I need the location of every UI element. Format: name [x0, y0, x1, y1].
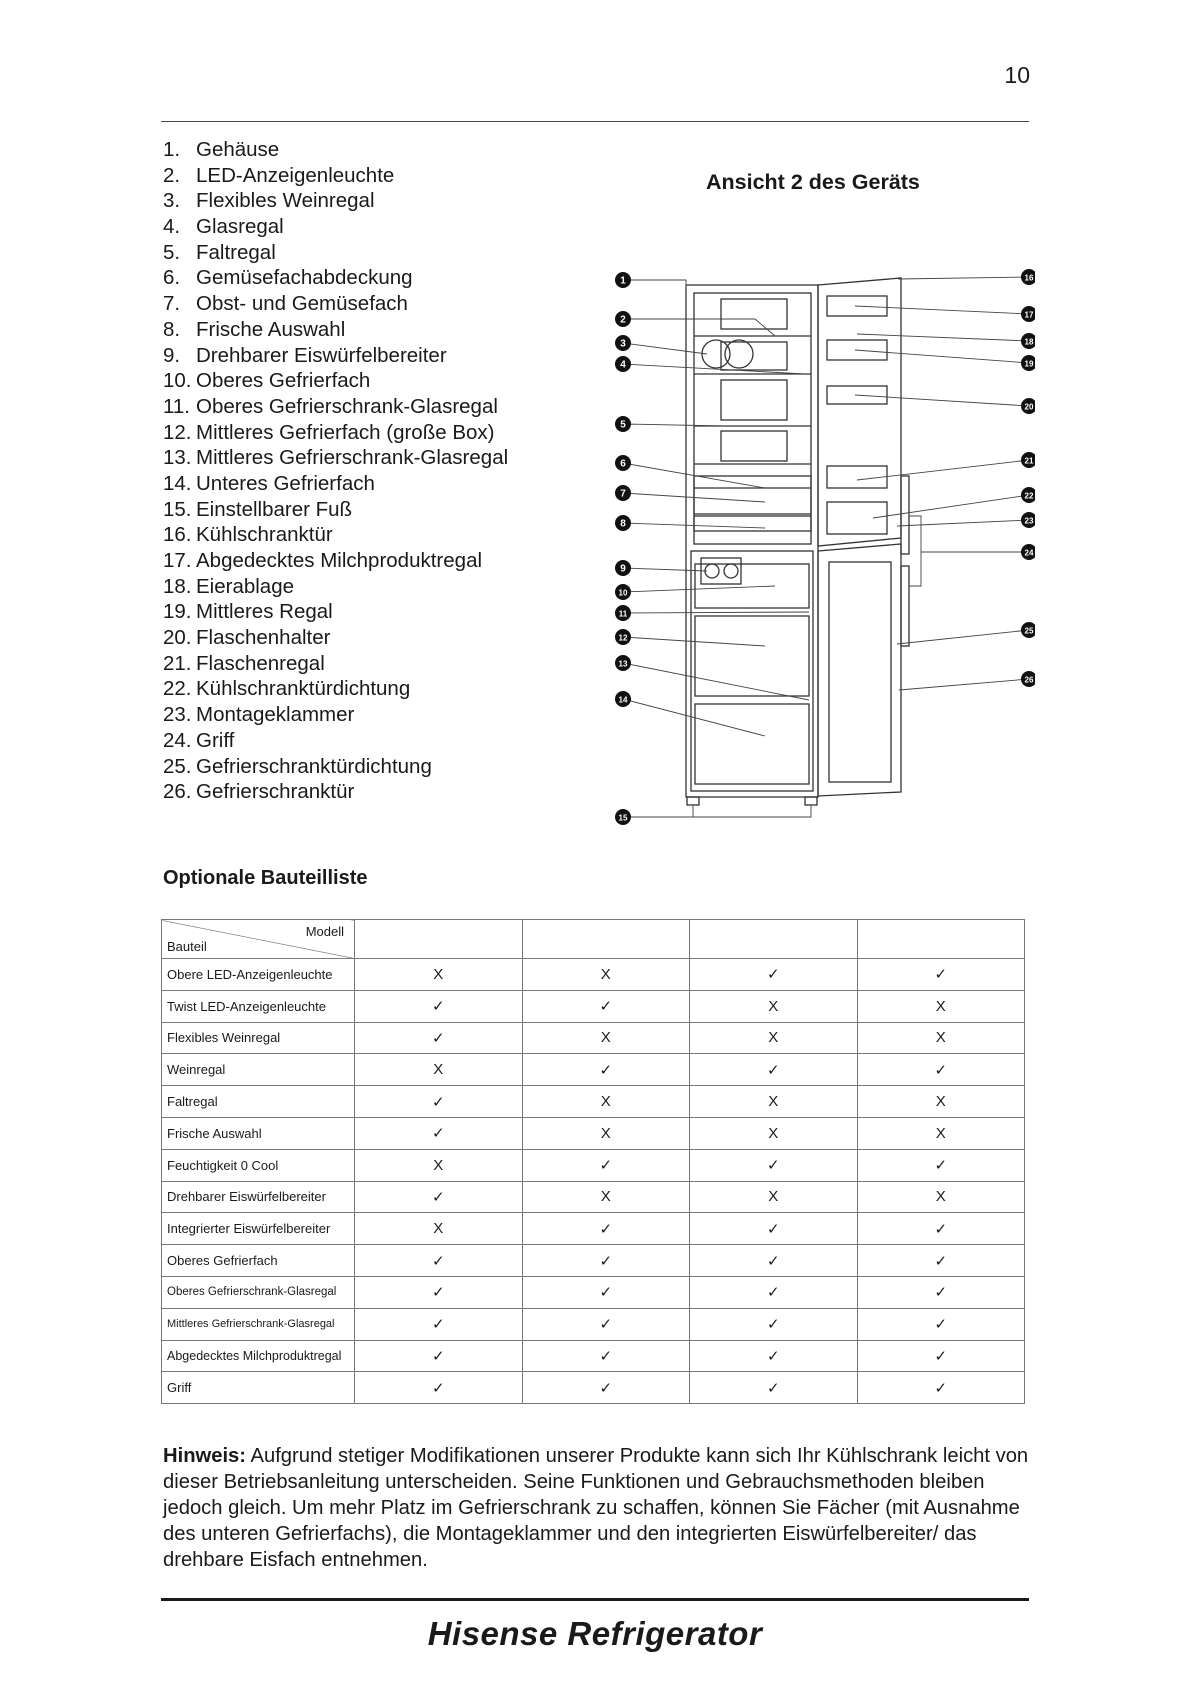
- part-label: Glasregal: [196, 215, 284, 239]
- availability-mark: X: [690, 1086, 858, 1118]
- availability-mark: X: [857, 1117, 1025, 1149]
- freezer-door: [818, 544, 901, 796]
- part-label: Gehäuse: [196, 138, 280, 161]
- leader-line: [857, 460, 1029, 480]
- parts-list-item: [163, 522, 508, 548]
- part-label: Unteres Gefrierfach: [196, 471, 375, 495]
- row-label: Mittleres Gefrierschrank-Glasregal: [162, 1308, 355, 1340]
- availability-mark: ✓: [857, 1149, 1025, 1181]
- parts-list-item: [163, 137, 508, 163]
- parts-list-item: [163, 291, 508, 317]
- part-number: 2.: [163, 163, 181, 187]
- fridge-drawer: [721, 380, 787, 420]
- leader-line: [623, 424, 725, 426]
- row-label: Abgedecktes Milchproduktregal: [162, 1340, 355, 1372]
- row-label: Obere LED-Anzeigenleuchte: [162, 959, 355, 991]
- callout-label: 21: [1024, 456, 1034, 466]
- parts-list-item: [163, 548, 508, 574]
- part-label: Frische Auswahl: [196, 317, 346, 341]
- availability-mark: ✓: [857, 959, 1025, 991]
- leader-line: [909, 516, 1029, 552]
- part-label: Mittleres Gefrierschrank-Glasregal: [196, 446, 509, 470]
- availability-mark: ✓: [857, 1308, 1025, 1340]
- availability-mark: X: [355, 1149, 523, 1181]
- ice-maker-knob: [724, 564, 738, 578]
- table-row: [162, 1276, 1025, 1308]
- parts-list-item: [163, 343, 508, 369]
- part-number: 25.: [163, 754, 192, 778]
- row-label: Oberes Gefrierfach: [162, 1245, 355, 1277]
- availability-mark: X: [522, 1086, 690, 1118]
- callout-label: 10: [618, 588, 628, 598]
- leader-line: [855, 306, 1029, 314]
- parts-list-item: [163, 651, 508, 677]
- parts-list-item: [163, 420, 508, 446]
- availability-mark: X: [690, 1181, 858, 1213]
- callout-label: 15: [618, 813, 628, 823]
- model-header-cell: [690, 920, 858, 959]
- freezer-door-inner: [829, 562, 891, 782]
- availability-mark: ✓: [690, 1213, 858, 1245]
- model-header-cell: [522, 920, 690, 959]
- availability-mark: ✓: [355, 1340, 523, 1372]
- model-header-cell: [355, 920, 523, 959]
- parts-list-item: [163, 368, 508, 394]
- parts-list-item: [163, 599, 508, 625]
- part-number: 4.: [163, 215, 181, 239]
- part-number: 13.: [163, 446, 192, 470]
- adjustable-foot: [687, 797, 699, 805]
- row-label: Faltregal: [162, 1086, 355, 1118]
- row-label: Weinregal: [162, 1054, 355, 1086]
- callout-label: 18: [1024, 337, 1034, 347]
- row-label: Oberes Gefrierschrank-Glasregal: [162, 1276, 355, 1308]
- note-paragraph: [163, 1443, 1033, 1573]
- callout-label: 23: [1024, 516, 1034, 526]
- availability-mark: ✓: [522, 1149, 690, 1181]
- leader-line: [623, 637, 765, 646]
- leader-line: [623, 364, 805, 374]
- note-label: Hinweis:: [163, 1445, 247, 1467]
- part-number: 11.: [163, 394, 190, 418]
- part-number: 19.: [163, 600, 192, 624]
- availability-mark: ✓: [355, 1181, 523, 1213]
- parts-list-item: [163, 265, 508, 291]
- leader-line: [623, 805, 693, 817]
- table-row: [162, 1372, 1025, 1404]
- part-label: Montageklammer: [196, 703, 355, 727]
- table-header-row: [162, 920, 1025, 959]
- adjustable-foot: [805, 797, 817, 805]
- freezer-door-handle: [901, 566, 909, 646]
- availability-mark: X: [690, 1022, 858, 1054]
- callout-label: 11: [618, 609, 628, 619]
- optional-parts-table: [161, 919, 1025, 1404]
- availability-mark: ✓: [690, 1054, 858, 1086]
- part-label: Mittleres Regal: [196, 600, 333, 624]
- fridge-drawer: [721, 299, 787, 329]
- part-label: Kühlschranktürdichtung: [196, 677, 411, 701]
- part-number: 12.: [163, 420, 192, 444]
- availability-mark: X: [522, 1181, 690, 1213]
- leader-line: [623, 280, 686, 288]
- availability-mark: ✓: [355, 1245, 523, 1277]
- note-text: Aufgrund stetiger Modifikationen unserer Produkte kann sich Ihr Kühlschrank leicht von dieser Betriebsanleitung unterscheiden. Seine Funktionen und Gebrauchsmethoden bleiben jedoch gleich. Um mehr Platz im Gefrierschrank zu schaffen, können Sie Fächer (mit Ausnahme des unteren Gefrierfachs), die Montageklammer und den integrierten Eiswürfelbereiter/ das drehbare Eisfach entnehmen.: [163, 1445, 1029, 1571]
- part-label: Mittleres Gefrierfach (große Box): [196, 420, 495, 444]
- availability-mark: X: [522, 959, 690, 991]
- part-label: Obst- und Gemüsefach: [196, 292, 408, 316]
- part-label: Gefrierschranktürdichtung: [196, 754, 432, 778]
- availability-mark: X: [522, 1117, 690, 1149]
- callout-label: 3: [620, 338, 626, 350]
- parts-list: [163, 137, 508, 805]
- callout-label: 5: [620, 419, 626, 431]
- table-row: [162, 1086, 1025, 1118]
- table-row: [162, 1181, 1025, 1213]
- availability-mark: ✓: [355, 990, 523, 1022]
- callout-label: 8: [620, 518, 626, 530]
- parts-list-item: [163, 574, 508, 600]
- row-label: Frische Auswahl: [162, 1117, 355, 1149]
- parts-list-item: [163, 676, 508, 702]
- leader-line: [623, 663, 809, 700]
- parts-list-item: [163, 240, 508, 266]
- leader-line: [623, 586, 775, 592]
- availability-mark: ✓: [355, 1086, 523, 1118]
- header-part-label: Bauteil: [167, 939, 207, 954]
- ice-maker-knob: [705, 564, 719, 578]
- part-label: Oberes Gefrierschrank-Glasregal: [196, 394, 498, 418]
- availability-mark: ✓: [690, 1340, 858, 1372]
- callout-label: 4: [620, 359, 626, 371]
- freezer-drawer-middle: [695, 616, 809, 696]
- leader-line: [693, 805, 811, 817]
- availability-mark: X: [857, 1022, 1025, 1054]
- availability-mark: ✓: [522, 1372, 690, 1404]
- availability-mark: X: [355, 1054, 523, 1086]
- parts-list-item: [163, 188, 508, 214]
- parts-list-item: [163, 394, 508, 420]
- availability-mark: ✓: [522, 1276, 690, 1308]
- fridge-drawer: [721, 431, 787, 461]
- freezer-drawer-bottom: [695, 704, 809, 784]
- part-number: 15.: [163, 497, 192, 521]
- bottom-divider: [161, 1598, 1029, 1601]
- leader-line: [873, 495, 1029, 518]
- leader-line: [909, 552, 921, 586]
- parts-list-item: [163, 214, 508, 240]
- part-label: Flaschenregal: [196, 651, 325, 675]
- availability-mark: X: [355, 959, 523, 991]
- part-number: 23.: [163, 703, 192, 727]
- part-label: Kühlschranktür: [196, 523, 333, 547]
- row-label: Feuchtigkeit 0 Cool: [162, 1149, 355, 1181]
- fridge-door: [818, 278, 901, 546]
- table-row: [162, 1340, 1025, 1372]
- part-number: 24.: [163, 728, 192, 752]
- availability-mark: ✓: [857, 1276, 1025, 1308]
- leader-line: [898, 277, 1029, 279]
- page-number: 10: [1004, 62, 1030, 88]
- callout-label: 24: [1024, 548, 1034, 558]
- row-label: Twist LED-Anzeigenleuchte: [162, 990, 355, 1022]
- part-number: 21.: [163, 651, 192, 675]
- part-number: 16.: [163, 523, 192, 547]
- availability-mark: ✓: [690, 1245, 858, 1277]
- table-row: [162, 1213, 1025, 1245]
- view-title: Ansicht 2 des Geräts: [706, 170, 920, 194]
- availability-mark: ✓: [522, 1213, 690, 1245]
- part-label: Griff: [196, 728, 235, 752]
- door-bottle-shelf: [827, 502, 887, 534]
- availability-mark: ✓: [690, 1276, 858, 1308]
- model-header-cell: [857, 920, 1025, 959]
- parts-list-item: [163, 445, 508, 471]
- part-label: Oberes Gefrierfach: [196, 369, 371, 393]
- callout-label: 26: [1024, 675, 1034, 685]
- availability-mark: ✓: [857, 1340, 1025, 1372]
- part-number: 18.: [163, 574, 192, 598]
- table-row: [162, 990, 1025, 1022]
- part-number: 9.: [163, 343, 181, 367]
- parts-list-item: [163, 728, 508, 754]
- part-label: Gemüsefachabdeckung: [196, 266, 413, 290]
- parts-list-item: [163, 497, 508, 523]
- availability-mark: ✓: [522, 1245, 690, 1277]
- callout-label: 13: [618, 659, 628, 669]
- availability-mark: ✓: [522, 990, 690, 1022]
- availability-mark: X: [857, 990, 1025, 1022]
- availability-mark: ✓: [522, 1054, 690, 1086]
- table-row: [162, 1117, 1025, 1149]
- table-row: [162, 959, 1025, 991]
- wine-rack: [725, 340, 753, 368]
- part-number: 3.: [163, 189, 181, 213]
- table-row: [162, 1149, 1025, 1181]
- parts-list-item: [163, 317, 508, 343]
- leader-line: [897, 630, 1029, 644]
- availability-mark: ✓: [355, 1117, 523, 1149]
- part-number: 5.: [163, 240, 181, 264]
- brand-footer: Hisense Refrigerator: [427, 1615, 763, 1652]
- part-number: 26.: [163, 780, 192, 804]
- part-label: LED-Anzeigenleuchte: [196, 163, 395, 187]
- table-row: [162, 1245, 1025, 1277]
- parts-list-item: [163, 702, 508, 728]
- callout-label: 19: [1024, 359, 1034, 369]
- availability-mark: ✓: [857, 1054, 1025, 1086]
- part-number: 6.: [163, 266, 181, 290]
- part-label: Einstellbarer Fuß: [196, 497, 353, 521]
- door-handle: [901, 476, 909, 554]
- part-number: 17.: [163, 549, 192, 572]
- callout-label: 25: [1024, 626, 1034, 636]
- callout-label: 2: [620, 314, 626, 326]
- callout-label: 1: [620, 275, 626, 287]
- part-label: Abgedecktes Milchproduktregal: [196, 549, 483, 572]
- leader-line: [623, 319, 775, 336]
- callout-label: 20: [1024, 402, 1034, 412]
- row-label: Integrierter Eiswürfelbereiter: [162, 1213, 355, 1245]
- callout-label: 6: [620, 458, 626, 470]
- freezer-drawer-top: [695, 564, 809, 608]
- parts-list-item: [163, 779, 508, 805]
- availability-mark: X: [355, 1213, 523, 1245]
- availability-mark: X: [690, 990, 858, 1022]
- availability-mark: ✓: [690, 1308, 858, 1340]
- parts-list-item: [163, 163, 508, 189]
- part-number: 22.: [163, 677, 192, 701]
- leader-line: [855, 350, 1029, 363]
- part-label: Flexibles Weinregal: [196, 189, 375, 213]
- part-number: 10.: [163, 369, 192, 393]
- availability-mark: X: [522, 1022, 690, 1054]
- part-number: 20.: [163, 626, 192, 650]
- part-label: Eierablage: [196, 574, 295, 598]
- availability-mark: ✓: [355, 1276, 523, 1308]
- part-number: 8.: [163, 317, 181, 341]
- table-row: [162, 1022, 1025, 1054]
- header-model-label: Modell: [305, 924, 344, 939]
- part-label: Flaschenhalter: [196, 626, 331, 650]
- availability-mark: ✓: [522, 1340, 690, 1372]
- part-number: 7.: [163, 292, 181, 316]
- availability-mark: ✓: [355, 1372, 523, 1404]
- availability-mark: ✓: [355, 1022, 523, 1054]
- crisper-drawer: [694, 476, 811, 514]
- availability-mark: X: [857, 1181, 1025, 1213]
- callout-label: 12: [618, 633, 628, 643]
- table-row: [162, 1054, 1025, 1086]
- optional-parts-title: Optionale Bauteilliste: [163, 867, 368, 889]
- table-corner-header: [162, 920, 355, 959]
- availability-mark: ✓: [690, 1149, 858, 1181]
- top-divider: [161, 121, 1029, 122]
- availability-mark: ✓: [522, 1308, 690, 1340]
- part-number: 1.: [163, 138, 181, 161]
- leader-line: [899, 679, 1029, 690]
- availability-mark: X: [690, 1117, 858, 1149]
- row-label: Flexibles Weinregal: [162, 1022, 355, 1054]
- fridge-diagram: [615, 266, 1035, 832]
- table-row: [162, 1308, 1025, 1340]
- availability-mark: ✓: [355, 1308, 523, 1340]
- row-label: Drehbarer Eiswürfelbereiter: [162, 1181, 355, 1213]
- callout-label: 22: [1024, 491, 1034, 501]
- callout-label: 17: [1024, 310, 1034, 320]
- parts-list-item: [163, 471, 508, 497]
- callout-label: 9: [620, 563, 626, 575]
- callout-label: 7: [620, 488, 626, 500]
- availability-mark: ✓: [857, 1372, 1025, 1404]
- availability-mark: ✓: [690, 1372, 858, 1404]
- callout-label: 14: [618, 695, 628, 705]
- door-shelf: [827, 466, 887, 488]
- callout-label: 16: [1024, 273, 1034, 283]
- fresh-select-drawer: [694, 516, 811, 544]
- availability-mark: ✓: [690, 959, 858, 991]
- leader-line: [623, 612, 809, 613]
- parts-list-item: [163, 625, 508, 651]
- parts-list-item: [163, 754, 508, 780]
- availability-mark: X: [857, 1086, 1025, 1118]
- leader-line: [897, 520, 1029, 526]
- part-label: Faltregal: [196, 240, 276, 264]
- part-number: 14.: [163, 471, 192, 495]
- row-label: Griff: [162, 1372, 355, 1404]
- availability-mark: ✓: [857, 1245, 1025, 1277]
- availability-mark: ✓: [857, 1213, 1025, 1245]
- part-label: Gefrierschranktür: [196, 780, 355, 804]
- part-label: Drehbarer Eiswürfelbereiter: [196, 343, 447, 367]
